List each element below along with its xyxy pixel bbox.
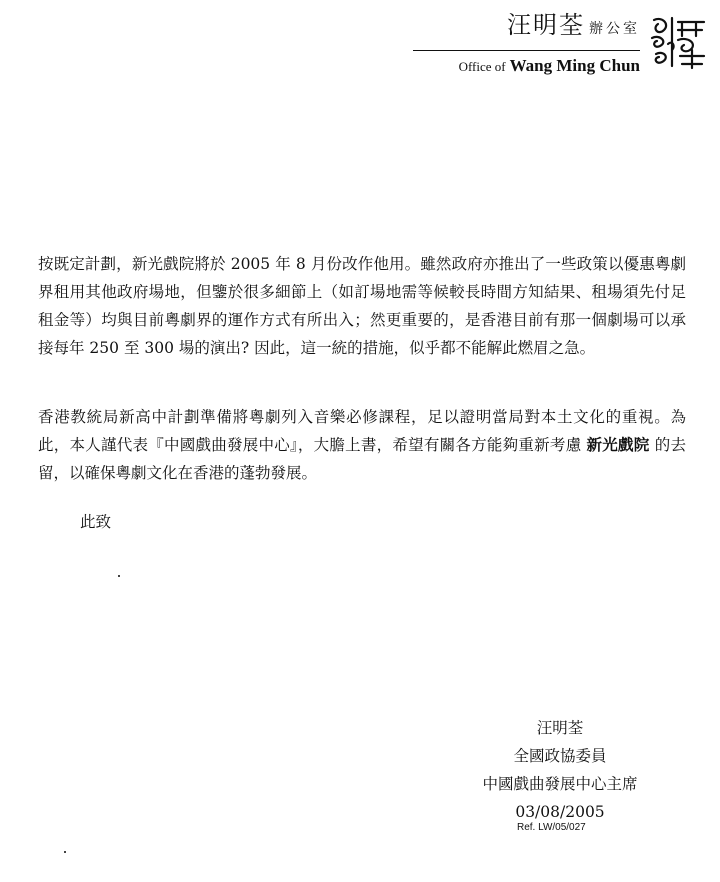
scan-speck bbox=[118, 575, 120, 577]
body-paragraph-2-end: 的去留，以確保粵劇文化在香港的蓬勃發展。 bbox=[38, 436, 686, 482]
signature-date: 03/08/2005 bbox=[515, 803, 605, 821]
letterhead-name-cn: 汪明荃 bbox=[507, 11, 585, 39]
theatre-name-bold: 新光戲院 bbox=[586, 435, 650, 454]
signature-name: 汪明荃 bbox=[536, 719, 584, 737]
reference-number: Ref. LW/05/027 bbox=[517, 822, 586, 833]
signature-block bbox=[450, 714, 670, 826]
signature-title-2: 中國戲曲發展中心主席 bbox=[482, 775, 638, 793]
letterhead bbox=[395, 10, 640, 78]
letterhead-office-cn: 辦公室 bbox=[589, 21, 640, 37]
body-paragraph-1: 按既定計劃，新光戲院將於 2005 年 8 月份改作他用。雖然政府亦推出了一些政策以優惠粵劇界租用其他政府場地，但鑒於很多細節上（如訂場地需等候較長時間方知結果、租場須先付足租金等）均與目前粵劇界的運作方式有所出入；然更重要的，是香港目前有那一個劇場可以承接每年 250 至 300 場的演出? 因此，這一統的措施，似乎都不能解此燃眉之急。 bbox=[38, 255, 686, 357]
letterhead-english bbox=[395, 55, 640, 78]
body-paragraph-2 bbox=[38, 403, 686, 487]
salutation: 此致 bbox=[80, 513, 112, 531]
body-paragraph-2-start: 香港教統局新高中計劃準備將粵劇列入音樂必修課程，足以證明當局對本土文化的重視。為此，本人謹代表『中國戲曲發展中心』，大膽上書，希望有關各方能夠重新考慮 bbox=[38, 408, 686, 454]
signature-title-1: 全國政協委員 bbox=[513, 747, 607, 765]
letterhead-office-of: Office of bbox=[458, 59, 506, 74]
decorative-seal-icon bbox=[648, 14, 708, 70]
scan-speck bbox=[64, 851, 66, 853]
letterhead-rule bbox=[413, 50, 640, 51]
letterhead-name-en: Wang Ming Chun bbox=[509, 56, 640, 75]
letterhead-chinese bbox=[395, 10, 640, 44]
